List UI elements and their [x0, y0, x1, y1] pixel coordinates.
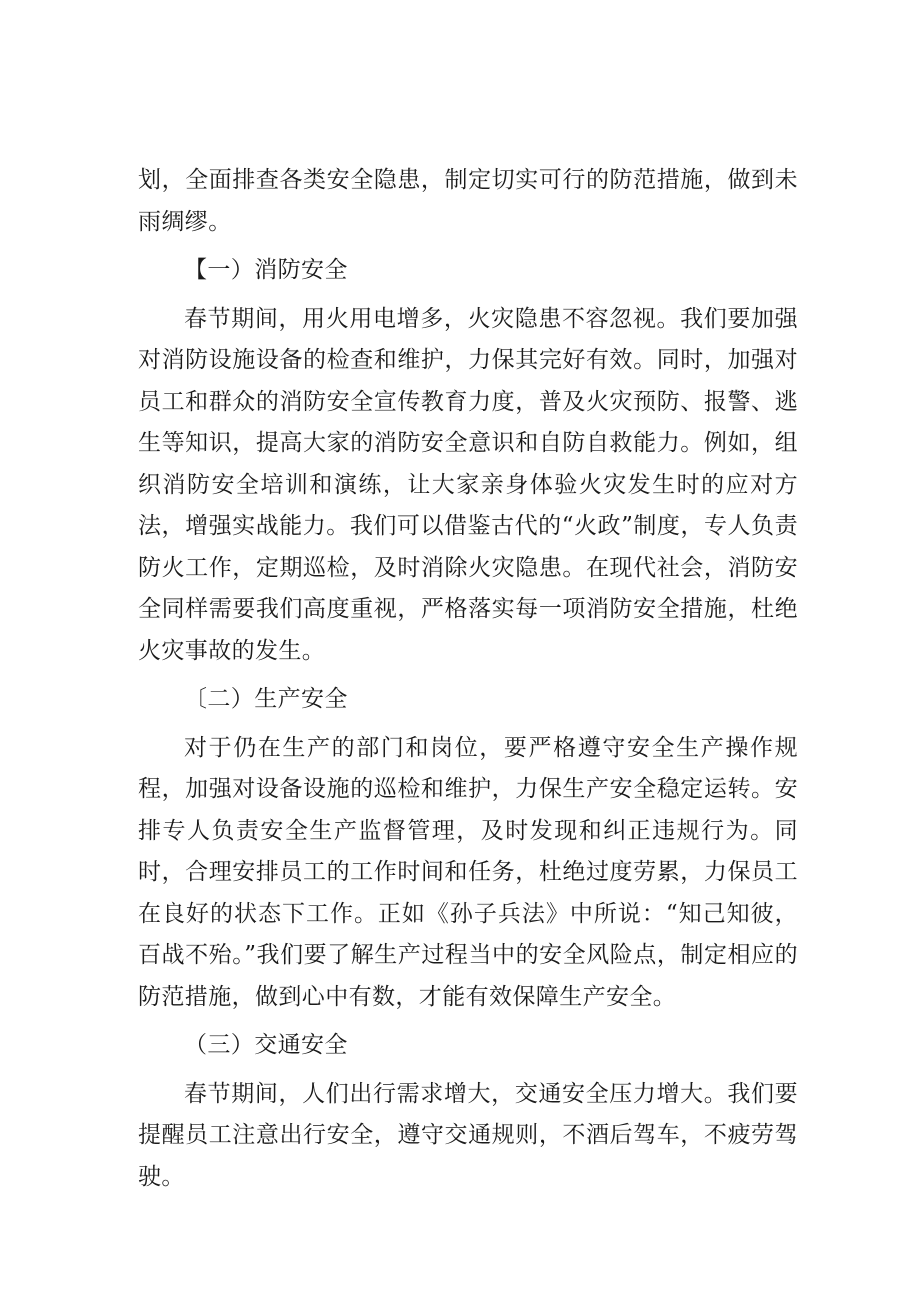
section-heading-production-safety: 〔二）生产安全 [184, 686, 348, 712]
section-heading-traffic-safety: （三）交通安全 [184, 1032, 348, 1058]
paragraph-fire-safety: 春节期间，用火用电增多，火灾隐患不容忽视。我们要加强对消防设施设备的检查和维护，力保其完好有效。同时，加强对员工和群众的消防安全宣传教育力度，普及火灾预防、报警、逃生等知识，提高大家的消防安全意识和自防自救能力。例如，组织消防安全培训和演练，让大家亲身体验火灾发生时的应对方法，增强实战能力。我们可以借鉴古代的“火政”制度，专人负责防火工作，定期巡检，及时消除火灾隐患。在现代社会，消防安全同样需要我们高度重视，严格落实每一项消防安全措施，杜绝火灾事故的发生。 [138, 305, 798, 664]
document-body [138, 160, 798, 1198]
paragraph-production-safety: 对于仍在生产的部门和岗位，要严格遵守安全生产操作规程，加强对设备设施的巡检和维护，力保生产安全稳定运转。安排专人负责安全生产监督管理，及时发现和纠正违规行为。同时，合理安排员工的工作时间和任务，杜绝过度劳累，力保员工在良好的状态下工作。正如《孙子兵法》中所说：“知己知彼，百战不殆。”我们要了解生产过程当中的安全风险点，制定相应的防范措施，做到心中有数，才能有效保障生产安全。 [138, 734, 798, 1010]
paragraph-intro-continuation: 划，全面排查各类安全隐患，制定切实可行的防范措施，做到未雨绸缪。 [138, 167, 798, 235]
section-heading-fire-safety: 【一）消防安全 [184, 257, 348, 283]
paragraph-traffic-safety: 春节期间，人们出行需求增大，交通安全压力增大。我们要提醒员工注意出行安全，遵守交通规则，不酒后驾车，不疲劳驾驶。 [138, 1080, 798, 1190]
